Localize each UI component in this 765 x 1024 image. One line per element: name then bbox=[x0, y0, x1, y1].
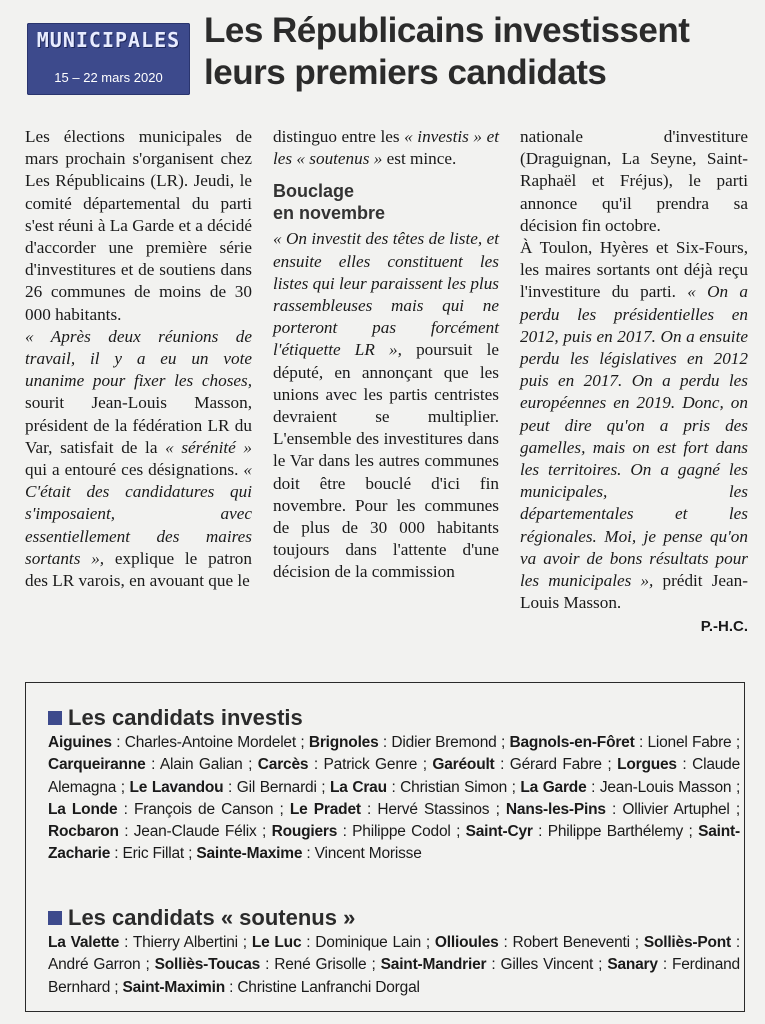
commune-name: Aiguines bbox=[48, 734, 112, 751]
investis-list: Aiguines : Charles-Antoine Mordelet ; Brignoles : Didier Bremond ; Bagnols-en-Fôret : Lionel Fabre ; Carqueiranne : Alain Galian ; Carcès : Patrick Genre ; Garéoult : Gérard Fabre ; Lorgues : Claude Alemagna ; Le Lavandou : Gil Bernardi ; La Crau : Christian Simon ; La Garde : Jean-Louis Masson ; La Londe : François de Canson ; Le Pradet : Hervé Stassinos ; Nans-les-Pins : Ollivier Artuphel ; Rocbaron : Jean-Claude Félix ; Rougiers : Philippe Codol ; Saint-Cyr : Philippe Barthélemy ; Saint-Zacharie : Eric Fillat ; Sainte-Maxime : Vincent Morisse bbox=[48, 734, 741, 863]
commune-name: Nans-les-Pins bbox=[505, 800, 606, 818]
paragraph bbox=[273, 228, 499, 583]
commune-name: Bagnols-en-Fôret bbox=[509, 734, 635, 751]
candidate-name: Christine Lanfranchi Dorgal bbox=[237, 978, 420, 996]
headline-line-2: leurs premiers candidats bbox=[204, 53, 607, 92]
candidate-name: Robert Beneventi bbox=[512, 934, 630, 951]
text: À Toulon, Hyères et Six-Fours, les maires sortants ont déjà reçu l'investiture du parti. bbox=[520, 238, 748, 302]
candidate-name: Vincent Morisse bbox=[314, 845, 422, 863]
candidate-name: François de Canson bbox=[133, 800, 274, 818]
commune-name: Saint-Mandrier bbox=[380, 956, 487, 974]
candidate-name: Philippe Barthélemy bbox=[547, 823, 684, 841]
text: prédit Jean-Louis Masson. bbox=[520, 571, 748, 613]
subheading-line-1: Bouclage bbox=[273, 181, 355, 202]
text: sourit Jean-Louis Masson, président de la fédération LR du Var, satisfait de la bbox=[25, 393, 252, 457]
commune-name: La Londe bbox=[48, 800, 118, 818]
candidate-name: Jean-Louis Masson bbox=[599, 778, 732, 796]
commune-name: Le Lavandou bbox=[129, 778, 224, 796]
commune-name: La Crau bbox=[330, 778, 387, 796]
commune-name: Sainte-Maxime bbox=[196, 845, 303, 863]
candidate-name: Gil Bernardi bbox=[236, 778, 317, 796]
quote: « On a perdu les présidentielles en 2012, puis en 2017. On a ensuite perdu les législatives en 2012 puis en 2017. On a perdu les européennes en 2019. Donc, on peut dire qu'on a pris des gamelles, mais on est fort dans les territoires. On a gagné les municipales, les départementales et les régionales. Moi, je pense qu'on va avoir de bons résultats pour les municipales », bbox=[520, 282, 748, 591]
text: qui a entouré ces désignations. bbox=[25, 460, 244, 480]
paragraph: nationale d'investiture (Draguignan, La Seyne, Saint-Raphaël et Fréjus), le parti annonce qu'il prendra sa décision fin octobre. bbox=[520, 127, 748, 235]
candidate-name: Ollivier Artuphel bbox=[622, 800, 730, 818]
commune-name: La Valette bbox=[48, 934, 120, 951]
candidate-name: Ferdinand Bernhard bbox=[48, 956, 740, 996]
text: distinguo entre les bbox=[273, 127, 405, 146]
investis-title: Les candidats investis bbox=[68, 705, 303, 730]
article-column-1 bbox=[25, 126, 252, 592]
candidate-name: René Grisolle bbox=[274, 956, 367, 974]
commune-name: Le Luc bbox=[251, 934, 302, 951]
subheading-line-2: en novembre bbox=[273, 203, 386, 224]
candidate-name: Didier Bremond bbox=[391, 734, 497, 751]
commune-name: Brignoles bbox=[308, 734, 379, 751]
text: est mince. bbox=[382, 149, 457, 169]
commune-name: Le Pradet bbox=[289, 800, 361, 818]
quote: « sérénité » bbox=[165, 437, 252, 457]
candidate-name: Christian Simon bbox=[400, 778, 508, 796]
commune-name: Carqueiranne bbox=[48, 756, 146, 774]
commune-name: Garéoult bbox=[432, 756, 495, 774]
candidate-name: Thierry Albertini bbox=[132, 934, 238, 951]
badge-dates: 15 – 22 mars 2020 bbox=[54, 70, 163, 85]
article-column-3 bbox=[520, 126, 748, 639]
commune-name: Carcès bbox=[257, 756, 309, 774]
commune-name: Saint-Maximin bbox=[122, 978, 225, 996]
commune-name: Saint-Cyr bbox=[465, 823, 533, 841]
quote: « C'était des candidatures qui s'imposaient, avec essentiellement des maires sortants », bbox=[25, 460, 252, 568]
quote: « investis » et les « soutenus » bbox=[273, 127, 499, 169]
investis-heading bbox=[48, 705, 303, 731]
soutenus-list: La Valette : Thierry Albertini ; Le Luc : Dominique Lain ; Ollioules : Robert Beneventi ; Solliès-Pont : André Garron ; Solliès-Toucas : René Grisolle ; Saint-Mandrier : Gilles Vincent ; Sanary : Ferdinand Bernhard ; Saint-Maximin : Christine Lanfranchi Dorgal bbox=[48, 934, 740, 996]
commune-name: Saint-Zacharie bbox=[48, 823, 740, 863]
candidate-name: Hervé Stassinos bbox=[377, 800, 490, 818]
candidate-name: Philippe Codol bbox=[352, 823, 451, 841]
candidate-name: Alain Galian bbox=[159, 756, 243, 774]
candidate-name: Jean-Claude Félix bbox=[133, 823, 257, 841]
text: explique le patron des LR varois, en avouant que le bbox=[25, 548, 252, 591]
commune-name: Rocbaron bbox=[48, 823, 119, 841]
text: poursuit le député, en annonçant que les unions avec les partis centristes devraient se multiplier. L'ensemble des investitures dans le Var dans les autres communes doit être bouclé d'ici fin novembre. Pour les communes de plus de 30 000 habitants toujours dans l'attente d'une décision de la commission bbox=[273, 340, 499, 582]
square-bullet-icon bbox=[48, 911, 62, 925]
candidate-name: Charles-Antoine Mordelet bbox=[124, 734, 296, 751]
quote: « On investit des têtes de liste, et ensuite elles constituent les listes qui leur paraissent les plus rassembleuses mais qui ne porteront pas forcément l'étiquette LR », bbox=[273, 229, 499, 360]
commune-name: Solliès-Toucas bbox=[154, 956, 261, 974]
quote: « Après deux réunions de travail, il y a eu un vote unanime pour fixer les choses, bbox=[25, 326, 252, 391]
square-bullet-icon bbox=[48, 711, 62, 725]
commune-name: Lorgues bbox=[617, 756, 677, 774]
paragraph bbox=[273, 126, 499, 170]
subheading bbox=[273, 180, 499, 224]
article-column-2 bbox=[273, 126, 499, 584]
candidate-name: Gérard Fabre bbox=[509, 756, 602, 774]
candidate-name: Gilles Vincent bbox=[500, 956, 594, 974]
paragraph: Les élections municipales de mars prochain s'organisent chez Les Républicains (LR). Jeudi, le comité départemental du parti s'est réuni à La Garde et a décidé d'accorder une première série d'investitures et de soutiens dans 26 communes de moins de 30 000 habitants. bbox=[25, 127, 252, 324]
candidate-name: André Garron bbox=[48, 956, 141, 974]
candidate-name: Dominique Lain bbox=[315, 934, 421, 951]
commune-name: La Garde bbox=[520, 778, 587, 796]
soutenus-title: Les candidats « soutenus » bbox=[68, 905, 356, 930]
candidate-name: Eric Fillat bbox=[122, 845, 185, 863]
badge-title: MUNICIPALES bbox=[36, 28, 181, 52]
candidate-name: Lionel Fabre bbox=[647, 734, 732, 751]
candidate-name: Patrick Genre bbox=[323, 756, 418, 774]
candidates-box bbox=[25, 682, 745, 1012]
commune-name: Sanary bbox=[607, 956, 658, 974]
soutenus-heading bbox=[48, 905, 355, 931]
commune-name: Ollioules bbox=[434, 934, 499, 951]
headline-line-1: Les Républicains investissent bbox=[204, 11, 690, 50]
paragraph bbox=[520, 237, 748, 614]
candidate-name: Claude Alemagna bbox=[48, 756, 740, 796]
commune-name: Solliès-Pont bbox=[643, 934, 731, 951]
commune-name: Rougiers bbox=[271, 823, 338, 841]
municipales-badge bbox=[27, 23, 190, 95]
author-signature: P.-H.C. bbox=[700, 618, 748, 636]
paragraph bbox=[25, 326, 252, 592]
headline bbox=[204, 10, 749, 94]
